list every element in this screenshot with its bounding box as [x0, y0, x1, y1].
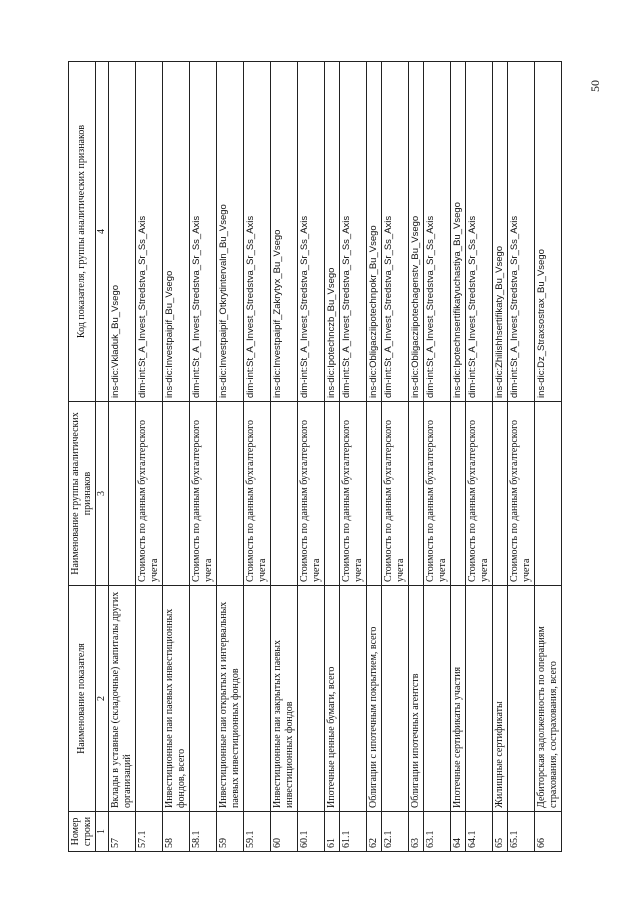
- column-number: 2: [96, 586, 109, 812]
- row-number-cell: 57: [109, 812, 136, 852]
- row-number-cell: 60.1: [298, 812, 325, 852]
- row-number-cell: 66: [535, 812, 562, 852]
- code-cell: ins-dic:Vkladuk_Bu_Vsego: [109, 62, 136, 402]
- indicator-name-cell: Ипотечные ценные бумаги, всего: [325, 586, 340, 812]
- indicator-name-cell: Облигации с ипотечным покрытием, всего: [367, 586, 382, 812]
- group-name-cell: Стоимость по данным бухгалтерского учета: [382, 402, 409, 586]
- code-cell: dim-int:St_A_Invest_Stredstva_Sr_Ss_Axis: [424, 62, 451, 402]
- table-row: [325, 62, 340, 852]
- table-row: [190, 62, 217, 852]
- code-cell: ins-dic:Dz_Straxsostrax_Bu_Vsego: [535, 62, 562, 402]
- indicator-name-cell: Инвестиционные паи закрытых паевых инвестиционных фондов: [271, 586, 298, 812]
- indicator-name-cell: [382, 586, 409, 812]
- indicator-name-cell: [508, 586, 535, 812]
- indicator-name-cell: [466, 586, 493, 812]
- code-cell: ins-dic:Obligacziipotechnpokr_Bu_Vsego: [367, 62, 382, 402]
- code-cell: dim-int:St_A_Invest_Stredstva_Sr_Ss_Axis: [508, 62, 535, 402]
- table-header: [69, 62, 109, 852]
- group-name-cell: [217, 402, 244, 586]
- group-name-cell: [271, 402, 298, 586]
- column-number: 3: [96, 402, 109, 586]
- row-number-cell: 62.1: [382, 812, 409, 852]
- group-name-cell: Стоимость по данным бухгалтерского учета: [508, 402, 535, 586]
- indicator-name-cell: Жилищные сертификаты: [493, 586, 508, 812]
- code-cell: dim-int:St_A_Invest_Stredstva_Sr_Ss_Axis: [190, 62, 217, 402]
- indicator-name-cell: Инвестиционные паи паевых инвестиционных фондов, всего: [163, 586, 190, 812]
- header-code: Код показателя, группы аналитических признаков: [69, 62, 96, 402]
- group-name-cell: Стоимость по данным бухгалтерского учета: [298, 402, 325, 586]
- indicator-name-cell: Ипотечные сертификаты участия: [451, 586, 466, 812]
- table-row: [382, 62, 409, 852]
- group-name-cell: [493, 402, 508, 586]
- code-cell: dim-int:St_A_Invest_Stredstva_Sr_Ss_Axis: [466, 62, 493, 402]
- table-row: [451, 62, 466, 852]
- table-row: [493, 62, 508, 852]
- code-cell: dim-int:St_A_Invest_Stredstva_Sr_Ss_Axis: [382, 62, 409, 402]
- group-name-cell: [451, 402, 466, 586]
- group-name-cell: Стоимость по данным бухгалтерского учета: [424, 402, 451, 586]
- code-cell: dim-int:St_A_Invest_Stredstva_Sr_Ss_Axis: [136, 62, 163, 402]
- group-name-cell: [535, 402, 562, 586]
- row-number-cell: 65.1: [508, 812, 535, 852]
- indicator-name-cell: [298, 586, 325, 812]
- table-row: [217, 62, 244, 852]
- table-body: [109, 62, 562, 852]
- header-group-name: Наименование группы аналитических признаков: [69, 402, 96, 586]
- code-cell: ins-dic:Ipotechnczb_Bu_Vsego: [325, 62, 340, 402]
- row-number-cell: 63: [409, 812, 424, 852]
- table-row: [367, 62, 382, 852]
- group-name-cell: [367, 402, 382, 586]
- code-cell: ins-dic:Ipotechnsertifikatyuchastiya_Bu_Vsego: [451, 62, 466, 402]
- code-cell: ins-dic:Investpaipif_Bu_Vsego: [163, 62, 190, 402]
- row-number-cell: 59: [217, 812, 244, 852]
- group-name-cell: [325, 402, 340, 586]
- indicator-name-cell: [340, 586, 367, 812]
- row-number-cell: 60: [271, 812, 298, 852]
- column-number: 1: [96, 812, 109, 852]
- group-name-cell: Стоимость по данным бухгалтерского учета: [244, 402, 271, 586]
- table-row: [340, 62, 367, 852]
- code-cell: dim-int:St_A_Invest_Stredstva_Sr_Ss_Axis: [340, 62, 367, 402]
- table-row: [136, 62, 163, 852]
- rotated-table-container: [68, 62, 603, 852]
- header-row-number: Номер строки: [69, 812, 96, 852]
- row-number-cell: 65: [493, 812, 508, 852]
- row-number-cell: 61: [325, 812, 340, 852]
- indicator-name-cell: Вклады в уставные (складочные) капиталы других организаций: [109, 586, 136, 812]
- group-name-cell: Стоимость по данным бухгалтерского учета: [136, 402, 163, 586]
- indicator-name-cell: [244, 586, 271, 812]
- indicator-name-cell: Облигации ипотечных агентств: [409, 586, 424, 812]
- indicator-name-cell: [424, 586, 451, 812]
- code-cell: ins-dic:Investpaipif_Otkrytintervaln_Bu_Vsego: [217, 62, 244, 402]
- group-name-cell: [409, 402, 424, 586]
- row-number-cell: 64.1: [466, 812, 493, 852]
- page-number: 50: [588, 80, 602, 92]
- table-row: [109, 62, 136, 852]
- code-cell: dim-int:St_A_Invest_Stredstva_Sr_Ss_Axis: [298, 62, 325, 402]
- indicator-table: [68, 61, 562, 852]
- group-name-cell: Стоимость по данным бухгалтерского учета: [340, 402, 367, 586]
- table-row: [424, 62, 451, 852]
- group-name-cell: [163, 402, 190, 586]
- indicator-name-cell: Дебиторская задолженность по операциям страхования, сострахования, всего: [535, 586, 562, 812]
- table-row: [409, 62, 424, 852]
- table-row: [244, 62, 271, 852]
- indicator-name-cell: [190, 586, 217, 812]
- table-row: [535, 62, 562, 852]
- code-cell: ins-dic:Zhilishhsertifikaty_Bu_Vsego: [493, 62, 508, 402]
- group-name-cell: Стоимость по данным бухгалтерского учета: [466, 402, 493, 586]
- code-cell: dim-int:St_A_Invest_Stredstva_Sr_Ss_Axis: [244, 62, 271, 402]
- row-number-cell: 57.1: [136, 812, 163, 852]
- table-row: [298, 62, 325, 852]
- group-name-cell: Стоимость по данным бухгалтерского учета: [190, 402, 217, 586]
- table-row: [163, 62, 190, 852]
- indicator-name-cell: Инвестиционные паи открытых и интервальных паевых инвестиционных фондов: [217, 586, 244, 812]
- row-number-cell: 64: [451, 812, 466, 852]
- column-number: 4: [96, 62, 109, 402]
- row-number-cell: 59.1: [244, 812, 271, 852]
- code-cell: ins-dic:Investpaipif_Zakrytyx_Bu_Vsego: [271, 62, 298, 402]
- row-number-cell: 63.1: [424, 812, 451, 852]
- row-number-cell: 58: [163, 812, 190, 852]
- row-number-cell: 62: [367, 812, 382, 852]
- indicator-name-cell: [136, 586, 163, 812]
- table-row: [508, 62, 535, 852]
- header-indicator-name: Наименование показателя: [69, 586, 96, 812]
- table-row: [466, 62, 493, 852]
- table-row: [271, 62, 298, 852]
- code-cell: ins-dic:Obligacziipotechagenstv_Bu_Vsego: [409, 62, 424, 402]
- row-number-cell: 58.1: [190, 812, 217, 852]
- row-number-cell: 61.1: [340, 812, 367, 852]
- group-name-cell: [109, 402, 136, 586]
